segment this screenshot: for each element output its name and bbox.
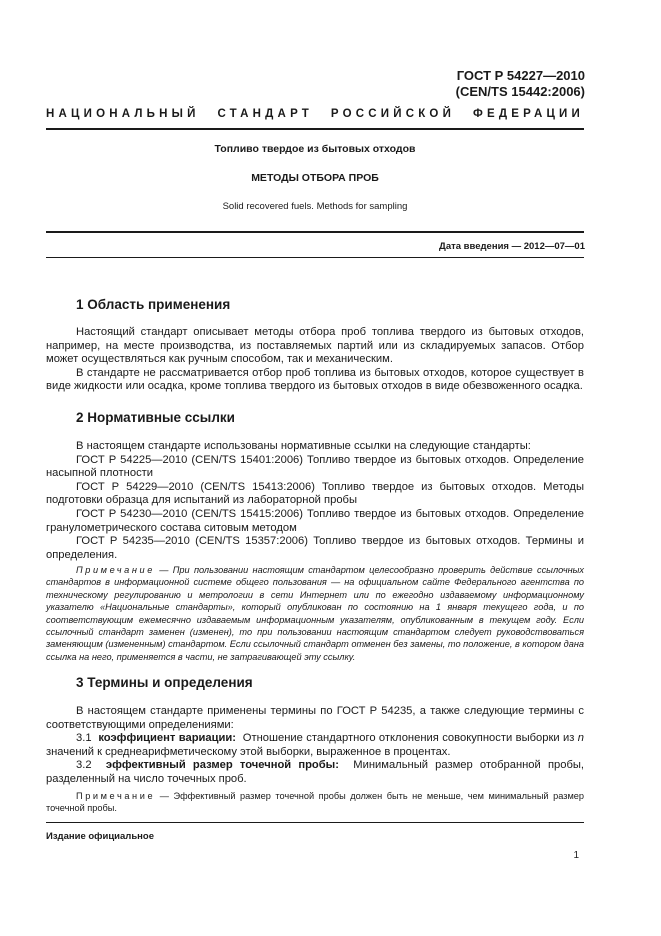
- paragraph: Настоящий стандарт описывает методы отбора проб топлива твердого из бытовых отходов, например, на месте производства, из поставляемых партий или из складируемых запасов. Отбор может осуществляться как ручным способом, так и механическим.: [46, 326, 584, 366]
- term-text: Минимальный размер отобранной пробы, разделенный на число точечных проб.: [46, 759, 585, 785]
- official-edition: Издание официальное: [46, 831, 154, 842]
- section-heading-terms: 3 Термины и определения: [76, 675, 253, 690]
- document-title: МЕТОДЫ ОТБОРА ПРОБ: [251, 172, 379, 184]
- reference-item: ГОСТ Р 54230—2010 (CEN/TS 15415:2006) Топливо твердое из бытовых отходов. Определение гранулометрического состава ситовым методом: [46, 507, 584, 534]
- banner-word: НАЦИОНАЛЬНЫЙ: [46, 108, 200, 120]
- term-name: коэффициент вариации:: [98, 732, 236, 745]
- banner-word: ФЕДЕРАЦИИ: [472, 108, 584, 120]
- footer-rule: [46, 822, 584, 823]
- term-definition: [46, 759, 584, 786]
- term-number: 3.2: [76, 759, 92, 772]
- section-heading-scope: 1 Область применения: [76, 297, 231, 312]
- title-rule: [46, 231, 584, 233]
- note-label: Примечание: [76, 791, 156, 801]
- term-text: Отношение стандартного отклонения совокупности выборки из: [242, 732, 575, 745]
- references-note: [46, 564, 584, 663]
- header-rule: [46, 128, 584, 130]
- term-number: 3.1: [76, 732, 92, 745]
- paragraph: В настоящем стандарте применены термины по ГОСТ Р 54235, а также следующие термины с соответствующими определениями:: [46, 705, 584, 731]
- document-subject: Топливо твердое из бытовых отходов: [214, 143, 416, 155]
- section-references-body: [46, 440, 584, 562]
- note-label: Примечание: [76, 565, 155, 575]
- section-terms-body: [46, 705, 584, 787]
- banner-word: СТАНДАРТ: [217, 108, 314, 120]
- reference-item: ГОСТ Р 54229—2010 (CEN/TS 15413:2006) Топливо твердое из бытовых отходов. Методы подготовки образца для испытаний из лабораторной пробы: [46, 480, 584, 507]
- national-standard-banner: [46, 108, 584, 120]
- reference-item: ГОСТ Р 54225—2010 (CEN/TS 15401:2006) Топливо твердое из бытовых отходов. Определение насыпной плотности: [46, 453, 584, 480]
- page-number: 1: [573, 850, 579, 861]
- banner-word: РОССИЙСКОЙ: [330, 108, 456, 120]
- introduction-date: Дата введения — 2012—07—01: [439, 241, 585, 252]
- standard-code-international: (CEN/TS 15442:2006): [455, 84, 585, 99]
- section-scope-body: [46, 326, 584, 394]
- paragraph: В настоящем стандарте использованы нормативные ссылки на следующие стандарты:: [76, 440, 531, 452]
- terms-note: [46, 790, 584, 815]
- note-text: — При пользовании настоящим стандартом целесообразно проверить действие ссылочных стандартов в информационной системе общего пользования — на официальном сайте Федерального агентства по техническому регулированию и метрологии в сети Интернет или по ежегодно издаваемому информационному указателю «Национальные стандарты», который опубликован по состоянию на 1 января текущего года, и по соответствующим ежемесячно издаваемым информационным указателям, опубликованным в текущем году. Если ссылочный стандарт заменен (изменен), то при пользовании настоящим стандартом следует руководствоваться заменяющим (измененным) стандартом. Если ссылочный стандарт отменен без замены, то положение, в котором дана ссылка на него, применяется в части, не затрагивающей эту ссылку.: [46, 565, 584, 662]
- reference-item: ГОСТ Р 54235—2010 (CEN/TS 15357:2006) Топливо твердое из бытовых отходов. Термины и определения.: [46, 535, 584, 561]
- paragraph: В стандарте не рассматривается отбор проб топлива из бытовых отходов, которое существует в виде жидкости или осадка, кроме топлива твердого из бытовых отходов в виде обезвоженного осадка.: [46, 366, 584, 393]
- document-title-english: Solid recovered fuels. Methods for sampling: [222, 201, 408, 212]
- term-text: значений к среднеарифметическому этой выборки, выраженное в процентах.: [46, 745, 451, 758]
- date-rule: [46, 257, 584, 258]
- standard-designation: [456, 68, 585, 100]
- section-heading-references: 2 Нормативные ссылки: [76, 410, 235, 425]
- term-definition: [46, 732, 584, 759]
- note-text: — Эффективный размер точечной пробы должен быть не меньше, чем минимальный размер точечной пробы.: [46, 791, 584, 814]
- term-name: эффективный размер точечной пробы:: [105, 759, 339, 772]
- term-variable: n: [577, 732, 585, 745]
- standard-code: ГОСТ Р 54227—2010: [456, 68, 585, 83]
